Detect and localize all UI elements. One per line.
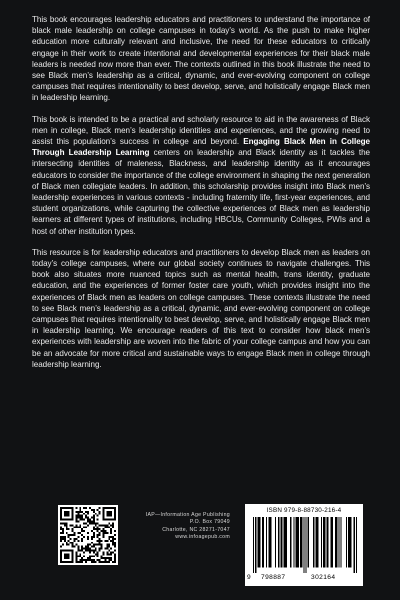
barcode-digits-right: 302164 xyxy=(311,574,336,581)
qr-code-icon xyxy=(58,505,118,565)
cover-footer xyxy=(0,497,400,600)
blurb-paragraph-2-intro: This book is intended to be a practical and scholarly resource to aid in the awareness of Black men in college, Black men’s leadership identities and experiences, and the growing need to assist this population’s success in college and beyond. xyxy=(32,114,370,147)
blurb-paragraph-3: This resource is for leadership educators and practitioners to develop Black men as leaders on today’s college campuses, where our global society continues to navigate challenges. This book also situates more nuanced topics such as mental health, trans identity, graduate education, and the experiences of former foster care youth, which provides insight into the experiences of Black men as leaders on college campuses. These contexts illustrate the need to see Black men’s leadership as a critical, dynamic, and ever-evolving component on college campuses that requires intentionality to best develop, serve, and holistically engage Black men in leadership learning. We encourage readers of this text to consider how black men’s experiences with leadership are woven into the fabric of your college campus and how you can be an advocate for more critical and sustainable ways to engage Black men in college through leadership learning. xyxy=(32,247,370,369)
back-cover-blurb xyxy=(32,14,370,380)
publisher-name: IAP—Information Age Publishing xyxy=(145,512,230,518)
book-title-inline: Engaging Black Men in College Through Leadership Learning xyxy=(32,137,371,158)
publisher-po-box: P.O. Box 79049 xyxy=(189,519,230,526)
blurb-paragraph-2 xyxy=(32,114,370,237)
isbn-barcode xyxy=(245,504,363,586)
isbn-label: ISBN 979-8-88730-216-4 xyxy=(266,507,342,514)
blurb-paragraph-1: This book encourages leadership educators and practitioners to understand the importance of black male leadership on college campuses in today’s world. As the push to make higher education more culturally relevant and inclusive, the need for these educators to critically engage in their work to create intentional and developmental experiences for their black male leaders is needed now more than ever. The contexts outlined in this book illustrate the need to see Black men’s leadership as a critical, dynamic, and ever-evolving component on college campuses that requires intentionality to best develop, serve, and holistically engage Black men in leadership learning. xyxy=(32,15,370,103)
barcode-digit-first: 9 xyxy=(247,574,252,581)
barcode-icon xyxy=(253,517,357,573)
blurb-paragraph-2-body: centers on leadership and Black identity as it tackles the intersecting identities of maleness, Blackness, and leadership identity as it encourages educators to consider the importance of the college environment in shaping the next generation of Black men collegiate leaders. In addition, this scholarship provides insight into Black men’s leadership experiences in various contexts - including fraternity life, first-year experiences, and student organizations, while capturing the collective experiences of Black men as leadership learners at different types of institutions, including HBCUs, Community Colleges, PWIs and a host of other institution types. xyxy=(32,148,371,236)
barcode-digits-left: 798887 xyxy=(261,574,286,581)
publisher-address xyxy=(124,512,230,542)
publisher-city: Charlotte, NC 28271-7047 xyxy=(162,526,230,533)
publisher-website: www.infoagepub.com xyxy=(175,534,230,541)
